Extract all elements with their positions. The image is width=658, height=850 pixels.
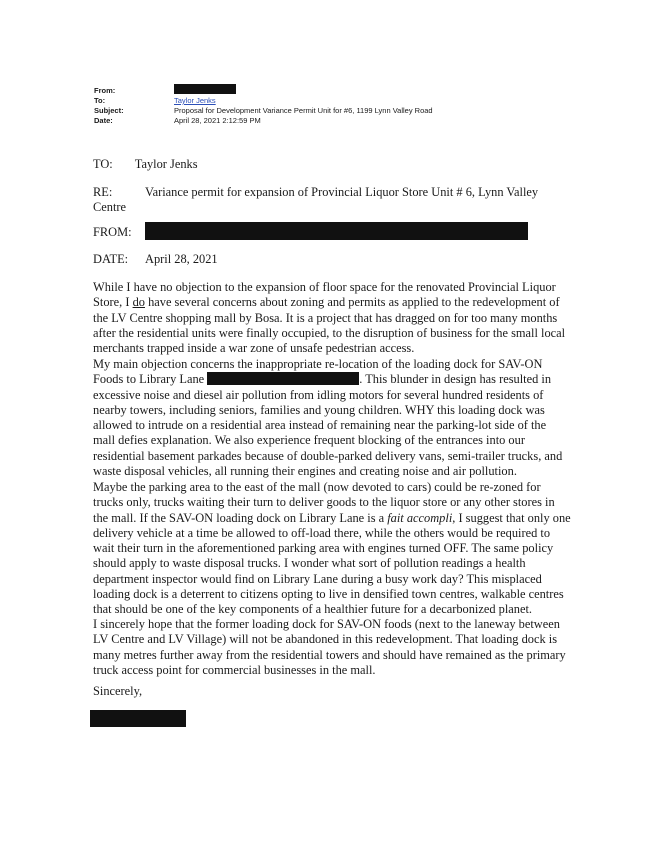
closing-text: Sincerely, [93,684,143,698]
to-label: To: [94,96,106,105]
body-paragraph-1 [93,280,571,356]
from-row [94,86,433,96]
memo-date-label: DATE: [93,252,129,266]
memo-to-line [93,157,198,172]
signature-redaction [90,710,186,727]
closing [93,684,571,699]
memo-re-value-cont: Centre [93,200,127,214]
paragraph-text: While I have no objection to the expansion of floor space for the renovated Provincial Liquor Store, I [93,280,556,310]
italic-text: fait accompli [387,510,453,525]
date-label: Date: [94,116,113,125]
email-header [94,86,433,126]
redaction-block [207,372,359,385]
body-paragraph-3 [93,480,571,618]
body-paragraph-4 [93,617,571,678]
paragraph-text: , I suggest that only one delivery vehicle at a time be allowed to off-load there, while the others would be required to wait their turn in the aforementioned parking area with engines turned OFF. The same policy should apply to waste disposal trucks. I wonder what sort of pollution readings a health department inspector would find on Library Lane during a busy work day? This misplaced loading dock is a deterrent to citizens opting to live in densified town centres, walkable centres that should be one of the key components of a healthier future for a decarbonized planet. [93,510,571,617]
memo-from-line [93,225,132,240]
subject-row [94,106,433,116]
memo-re-line [93,185,538,200]
date-value: April 28, 2021 2:12:59 PM [174,116,261,125]
paragraph-text: Maybe the parking area to the east of the mall (now devoted to cars) could be re-zoned for trucks only, trucks waiting their turn to deliver goods to the liquor store or any other stores in the mall. If the SAV-ON loading dock on Library Lane is a [93,480,555,525]
memo-re-line2 [93,200,126,215]
memo-re-value: Variance permit for expansion of Provincial Liquor Store Unit # 6, Lynn Valley [145,185,539,199]
paragraph-text: My main objection concerns the inappropriate re-location of the loading dock for SAV-ON Foods to Library Lane [93,357,543,387]
memo-date-value: April 28, 2021 [145,252,218,266]
redaction-block [145,222,528,240]
memo-to-value: Taylor Jenks [134,157,198,171]
subject-label: Subject: [94,106,124,115]
memo-date-line [93,252,218,267]
memo-to-label: TO: [93,157,113,171]
from-label: From: [94,86,116,95]
redaction-block [174,84,236,94]
subject-value: Proposal for Development Variance Permit Unit for #6, 1199 Lynn Valley Road [174,106,433,115]
memo-re-label: RE: [93,185,113,199]
paragraph-text: I sincerely hope that the former loading dock for SAV-ON foods (next to the laneway between LV Centre and LV Village) will not be abandoned in this redevelopment. That loading dock is many metres further away from the residential towers and should have remained as the primary truck access point for commercial businesses in the mall. [93,617,566,677]
paragraph-text: . This blunder in design has resulted in excessive noise and diesel air pollution from idling motors for several hundred residents of nearby towers, including seniors, families and young children. WHY this loading dock was allowed to intrude on a residential area instead of remaining near the parking-lot side of the mall defies explanation. We also experience frequent blocking of the entrances into our residential basement parkades because of double-parked delivery vans, semi-trailer trucks, and waste disposal vehicles, all running their engines and creating noise and air pollution. [93,372,563,479]
to-recipient-link[interactable]: Taylor Jenks [174,96,216,105]
to-row [94,96,433,106]
paragraph-text: have several concerns about zoning and permits as applied to the redevelopment of the LV Centre shopping mall by Bosa. It is a project that has dragged on for too many months after the residential units were finally occupied, to the disruption of business for the small local merchants trapped inside a war zone of unsafe pedestrian access. [93,295,566,356]
date-row [94,116,433,126]
emphasis-text: do [132,295,145,310]
memo-from-label: FROM: [93,225,132,239]
body-paragraph-2 [93,357,571,479]
